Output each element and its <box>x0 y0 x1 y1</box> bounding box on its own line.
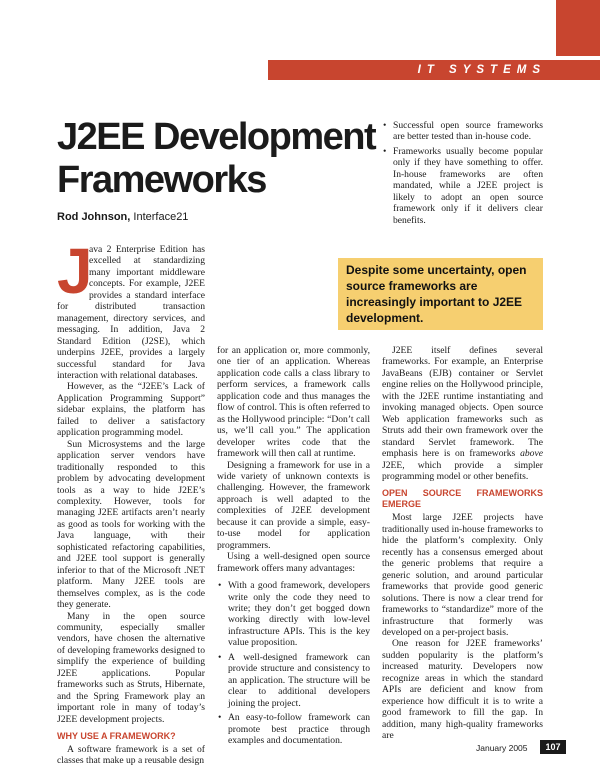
paragraph: One reason for J2EE frameworks’ sudden popularity is the platform’s increased maturity. Developers now recognize areas in which the standard APIs are deficient and know from experience how difficult it is to write a good framework to fill the gap. In addition, many high-quality frameworks are <box>382 638 543 742</box>
bullet-item: • Frameworks usually become popular only if they have something to offer. In-house frameworks are often mandated, while a J2EE project is likely to adopt an open source framework only if it delivers clear benefits. <box>382 146 543 226</box>
column-1-intro <box>57 235 205 767</box>
section-heading: OPEN SOURCE FRAMEWORKS EMERGE <box>382 488 543 510</box>
section-heading: WHY USE A FRAMEWORK? <box>57 731 176 742</box>
paragraph: However, as the “J2EE’s Lack of Application Programming Support” sidebar explains, the platform has failed to deliver a satisfactory application programming model. <box>57 381 205 439</box>
paragraph: Many in the open source community, especially smaller vendors, have chosen the alternative of developing frameworks designed to simplify the experience of building J2EE applications. Popular frameworks such as Struts, Hibernate, and the Spring Framework play an important role in many of today’s J2EE development projects. <box>57 610 205 725</box>
column-2 <box>217 345 370 749</box>
pull-quote: Despite some uncertainty, open source frameworks are increasingly important to J2EE development. <box>346 263 527 325</box>
paragraph: Sun Microsystems and the large application server vendors have traditionally responded to this problem by advocating development tools as a way to hide J2EE’s complexity. However, tools for managing J2EE artifacts aren’t nearly as good as tools for working with the Java language, with their sophisticated refactoring capabilities, and J2EE tool support is generally inferior to that of the Microsoft .NET platform. Many J2EE tools are themselves complex, as is the code they generate. <box>57 438 205 611</box>
paragraph-text: J2EE itself defines several frameworks. For example, an Enterprise JavaBeans (EJB) container or Servlet engine relies on the Hollywood principle, with the J2EE runtime instantiating and invoking managed objects. Open source Web application frameworks such as Struts add their own framework over the standard Servlet framework. The emphasis here is on frameworks <box>382 345 543 460</box>
bullet-item: • An easy-to-follow framework can promote best practice through examples and documentation. <box>217 712 370 746</box>
section-banner: IT SYSTEMS PERSPECTIVES <box>268 60 600 80</box>
author-name: Rod Johnson, <box>57 211 131 223</box>
byline <box>57 211 188 223</box>
column-3 <box>382 345 543 742</box>
author-affiliation: Interface21 <box>133 211 189 223</box>
emphasis: above <box>520 448 543 460</box>
paragraph-text: J2EE, which provide a simpler programming model or other benefits. <box>382 459 543 482</box>
paragraph <box>57 235 205 381</box>
bullet-item: • With a good framework, developers write only the code they need to write; they don’t get bogged down working directly with low-level infrastructure APIs. This is the key value proposition. <box>217 580 370 649</box>
page-number: 107 <box>540 740 566 754</box>
column-3-top <box>382 120 543 229</box>
paragraph-text: ava 2 Enterprise Edition has excelled at standardizing many important middleware concepts. For example, J2EE provides a standard interface for distributed transaction management, directory services, and messaging. In addition, Java 2 Standard Edition (J2SE), which underpins J2EE, provides a largely successful standard for Java interaction with relational databases. <box>57 244 205 381</box>
drop-cap: J <box>57 235 93 307</box>
pull-quote-box <box>338 258 543 330</box>
paragraph: Designing a framework for use in a wide variety of unknown contexts is challenging. However, the framework approach is well adapted to the complexities of J2EE development because it can provide a simple, easy-to-use model for application programmers. <box>217 459 370 551</box>
paragraph: Most large J2EE projects have traditionally used in-house frameworks to hide the platform’s complexity. Only recently has a consensus emerged about the generic problems that require a generic solution, and around particular frameworks that provide good generic solutions. There is now a clear trend for frameworks to “standardize” more of the infrastructure that formerly was developed on a per-project basis. <box>382 512 543 638</box>
bullet-item: • Successful open source frameworks are better tested than in-house code. <box>382 120 543 143</box>
paragraph: for an application or, more commonly, one tier of an application. Whereas application code calls a class library to perform services, a framework calls application code and thus manages the flow of control. This is often referred to as the Hollywood principle: “Don’t call us, we’ll call you.” The application developer writes code that the framework will then call at runtime. <box>217 345 370 460</box>
drop-cap-space <box>57 244 89 290</box>
paragraph: A software framework is a set of classes that make up a reusable design <box>57 744 205 767</box>
paragraph <box>382 345 543 482</box>
paragraph: Using a well-designed open source framework offers many advantages: <box>217 551 370 574</box>
bullet-item: • A well-designed framework can provide structure and consistency to an application. The structure will be clear to additional developers joining the project. <box>217 652 370 709</box>
issue-date: January 2005 <box>476 743 528 753</box>
corner-accent-block <box>556 0 600 56</box>
article-title: J2EE Development Frameworks <box>57 116 376 201</box>
